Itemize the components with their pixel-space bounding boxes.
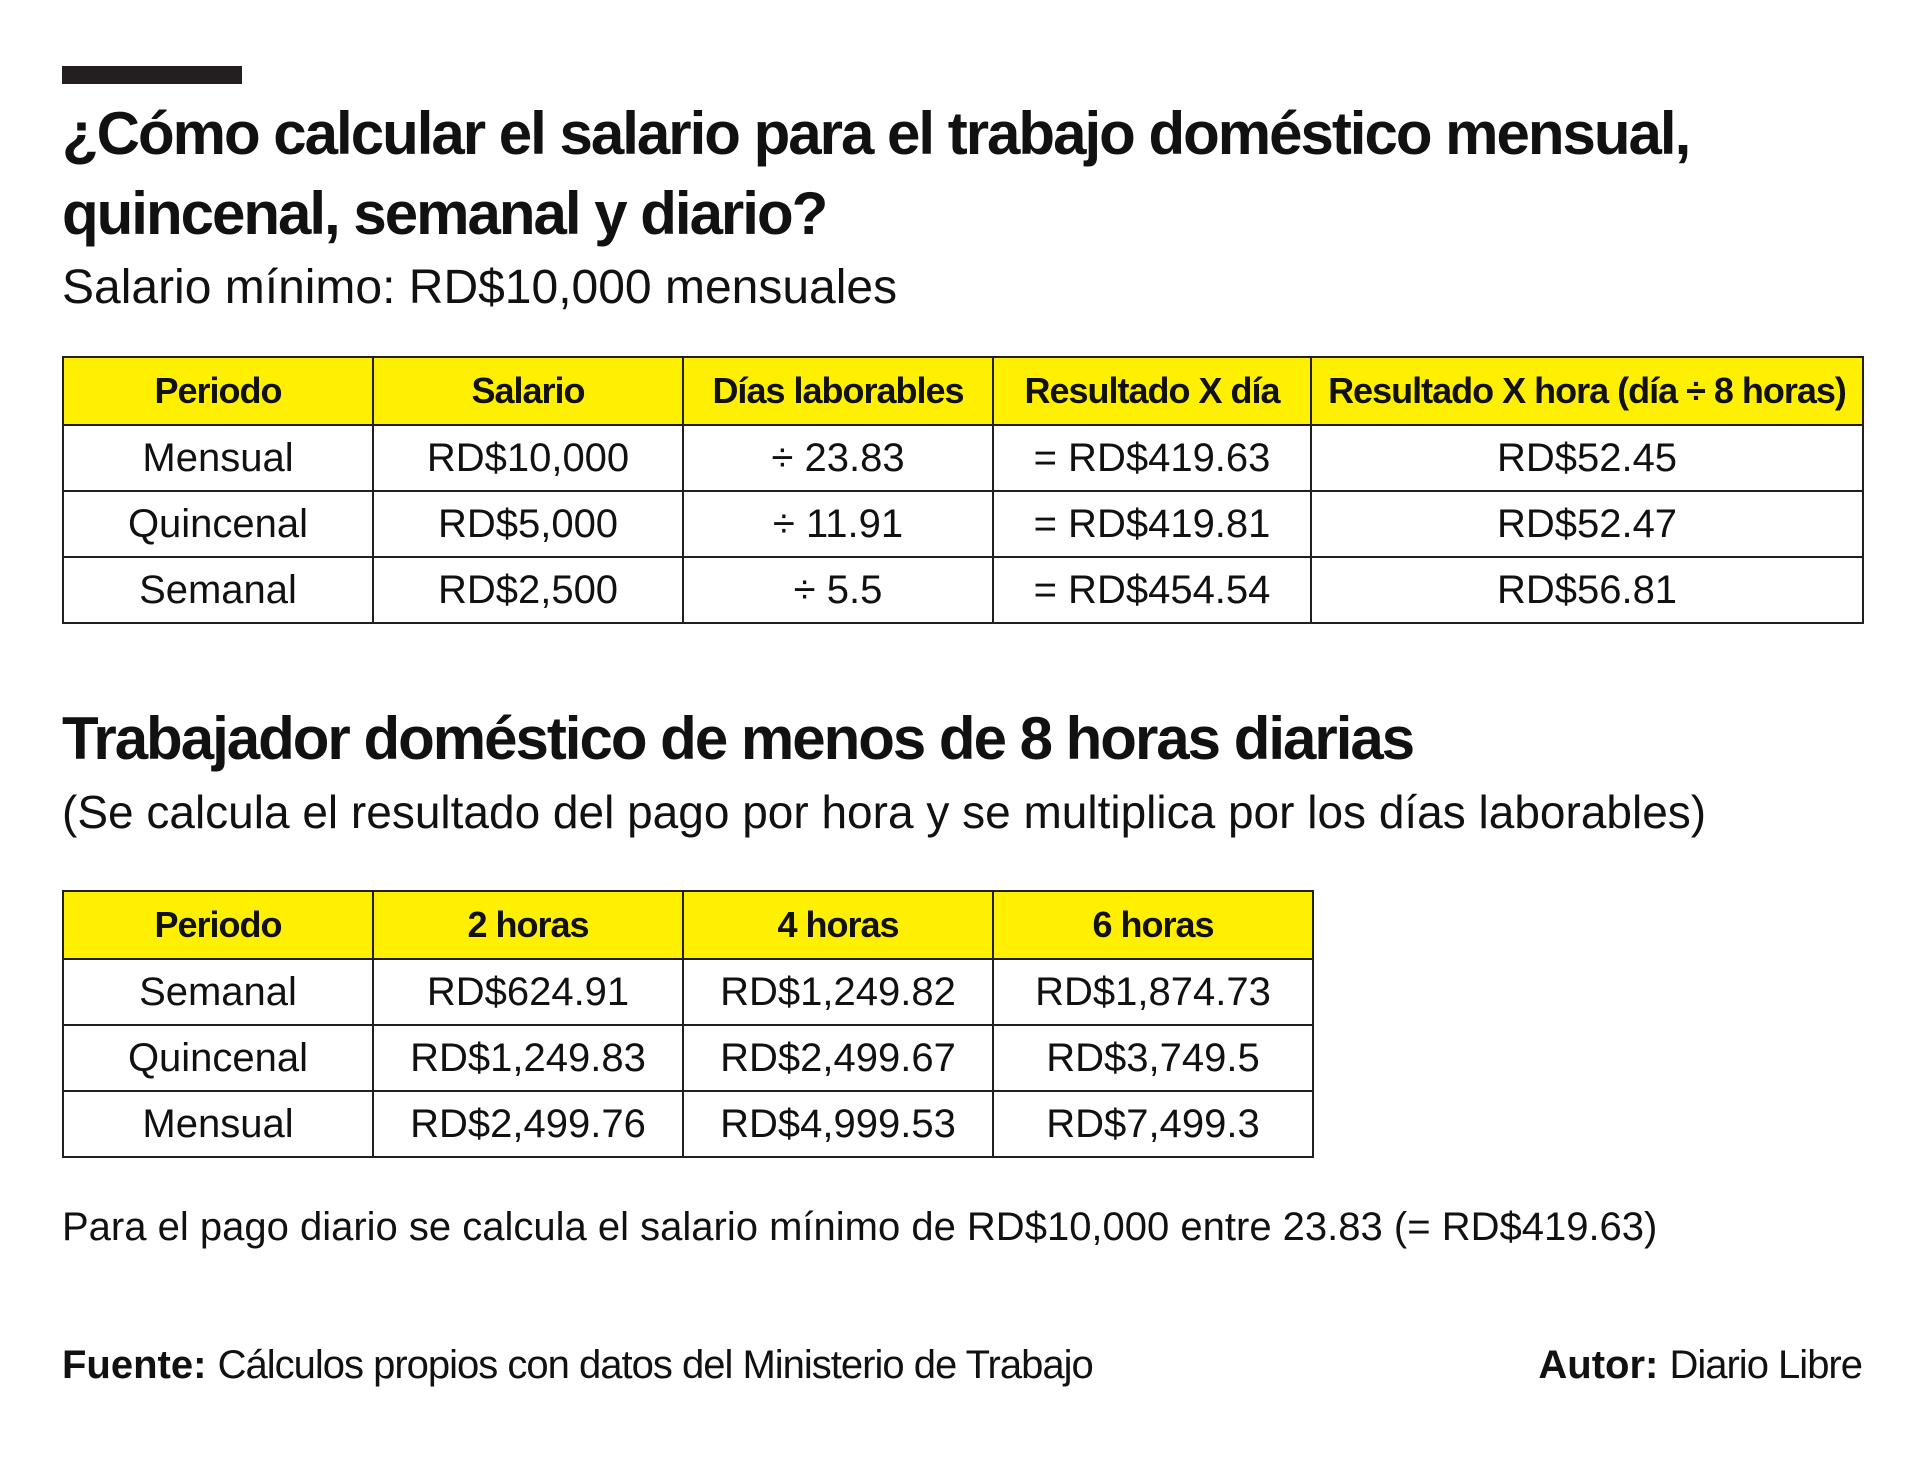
column-header: Resultado X día [993, 357, 1311, 425]
table-cell: Quincenal [63, 491, 373, 557]
table-cell: RD$52.45 [1311, 425, 1863, 491]
table-cell: RD$10,000 [373, 425, 683, 491]
accent-bar [62, 66, 242, 84]
page-subtitle: Salario mínimo: RD$10,000 mensuales [62, 261, 898, 314]
table-cell: RD$5,000 [373, 491, 683, 557]
table-cell: = RD$454.54 [993, 557, 1311, 623]
column-header: 6 horas [993, 891, 1313, 959]
table-cell: RD$1,874.73 [993, 959, 1313, 1025]
table-row [63, 959, 1313, 1025]
table-cell: ÷ 11.91 [683, 491, 993, 557]
table-row [63, 1025, 1313, 1091]
table-cell: Semanal [63, 959, 373, 1025]
table-cell: RD$624.91 [373, 959, 683, 1025]
footer [62, 1340, 1862, 1390]
source-label: Fuente: [62, 1343, 207, 1387]
column-header: Periodo [63, 891, 373, 959]
table-cell: RD$52.47 [1311, 491, 1863, 557]
author-credit [1538, 1340, 1862, 1390]
table-cell: RD$3,749.5 [993, 1025, 1313, 1091]
section-title: Trabajador doméstico de menos de 8 horas diarias [62, 705, 1414, 772]
table-header-row [63, 357, 1863, 425]
table-cell: RD$1,249.82 [683, 959, 993, 1025]
table-cell: Mensual [63, 425, 373, 491]
table-cell: Quincenal [63, 1025, 373, 1091]
table-header-row [63, 891, 1313, 959]
table-cell: ÷ 5.5 [683, 557, 993, 623]
table-cell: = RD$419.63 [993, 425, 1311, 491]
author-text: Diario Libre [1669, 1343, 1862, 1387]
table-row [63, 557, 1863, 623]
table-row [63, 1091, 1313, 1157]
infographic [62, 66, 1862, 1252]
table-row [63, 491, 1863, 557]
table-cell: RD$56.81 [1311, 557, 1863, 623]
table-cell: RD$2,500 [373, 557, 683, 623]
column-header: 4 horas [683, 891, 993, 959]
column-header: Resultado X hora (día ÷ 8 horas) [1311, 357, 1863, 425]
table-row [63, 425, 1863, 491]
salary-table [62, 356, 1864, 624]
column-header: Salario [373, 357, 683, 425]
page-title: ¿Cómo calcular el salario para el trabajo doméstico mensual, quincenal, semanal y diario? [62, 100, 1690, 247]
author-label: Autor: [1538, 1343, 1659, 1387]
source-text: Cálculos propios con datos del Ministerio de Trabajo [217, 1343, 1093, 1387]
column-header: 2 horas [373, 891, 683, 959]
table-cell: RD$2,499.67 [683, 1025, 993, 1091]
table-cell: ÷ 23.83 [683, 425, 993, 491]
table-cell: RD$7,499.3 [993, 1091, 1313, 1157]
daily-pay-note: Para el pago diario se calcula el salario mínimo de RD$10,000 entre 23.83 (= RD$419.63) [62, 1205, 1658, 1249]
table-cell: = RD$419.81 [993, 491, 1311, 557]
column-header: Periodo [63, 357, 373, 425]
table-cell: RD$2,499.76 [373, 1091, 683, 1157]
hourly-table [62, 890, 1314, 1158]
table-cell: Semanal [63, 557, 373, 623]
section-subtitle: (Se calcula el resultado del pago por hora y se multiplica por los días laborables) [62, 786, 1707, 838]
table-cell: Mensual [63, 1091, 373, 1157]
column-header: Días laborables [683, 357, 993, 425]
table-cell: RD$4,999.53 [683, 1091, 993, 1157]
table-cell: RD$1,249.83 [373, 1025, 683, 1091]
source-credit [62, 1340, 1093, 1390]
